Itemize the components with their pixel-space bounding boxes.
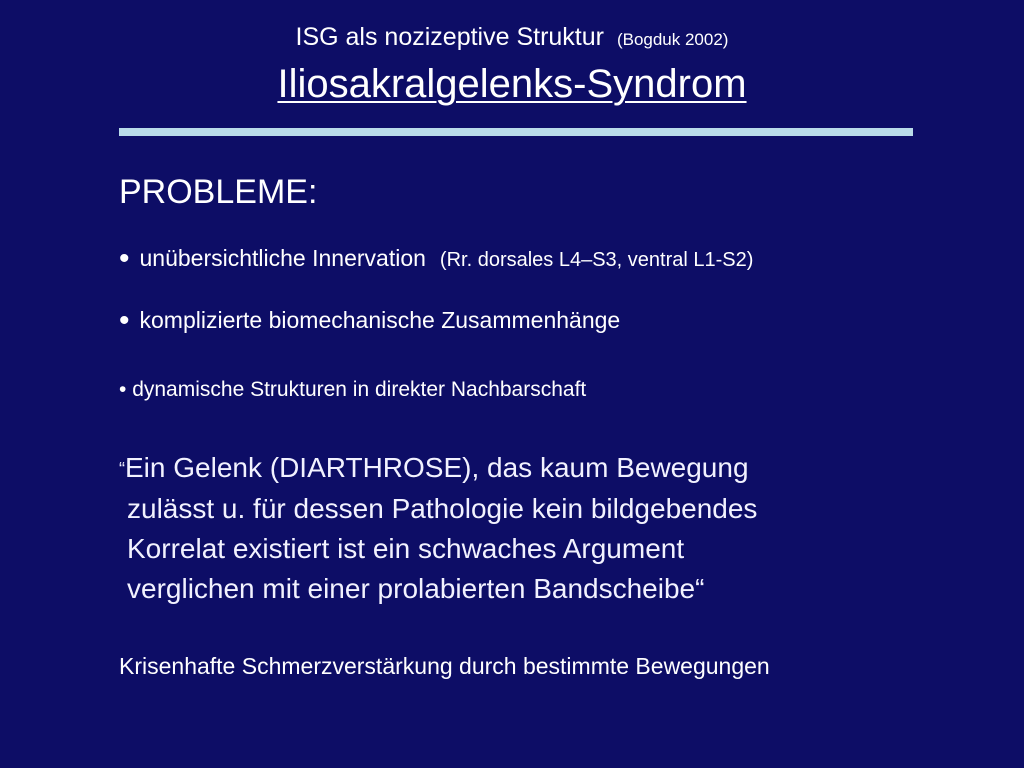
bullet-item-structures [119, 377, 586, 403]
slide-title: Iliosakralgelenks-Syndrom [277, 62, 747, 106]
problems-heading: PROBLEME: [119, 173, 318, 211]
quote-line: zulässt u. für dessen Pathologie kein bildgebendes [127, 493, 758, 524]
quote-block [119, 448, 939, 609]
footer-statement: Krisenhafte Schmerzverstärkung durch bestimmte Bewegungen [119, 653, 770, 679]
bullet-text: komplizierte biomechanische Zusammenhänge [139, 307, 621, 333]
subtitle-citation: (Bogduk 2002) [616, 30, 729, 49]
bullet-text: dynamische Strukturen in direkter Nachbarschaft [132, 378, 587, 401]
title-divider [119, 128, 913, 136]
quote-open-mark: “ [119, 459, 125, 479]
subtitle-text: ISG als nozizeptive Struktur [295, 23, 604, 51]
quote-line: verglichen mit einer prolabierten Bandscheibe“ [127, 573, 705, 604]
bullet-text: unübersichtliche Innervation [139, 245, 426, 271]
quote-line [119, 448, 939, 489]
bullet-item-innervation [119, 244, 753, 274]
bullet-icon: • [119, 242, 130, 275]
quote-line-text: Ein Gelenk (DIARTHROSE), das kaum Bewegung [125, 452, 749, 483]
slide-subtitle [0, 22, 1024, 55]
bullet-item-biomechanics [119, 306, 620, 335]
bullet-icon: • [119, 304, 130, 337]
bullet-note: (Rr. dorsales L4–S3, ventral L1-S2) [439, 249, 754, 271]
bullet-icon: • [119, 378, 127, 401]
quote-line: Korrelat existiert ist ein schwaches Argument [127, 533, 685, 564]
